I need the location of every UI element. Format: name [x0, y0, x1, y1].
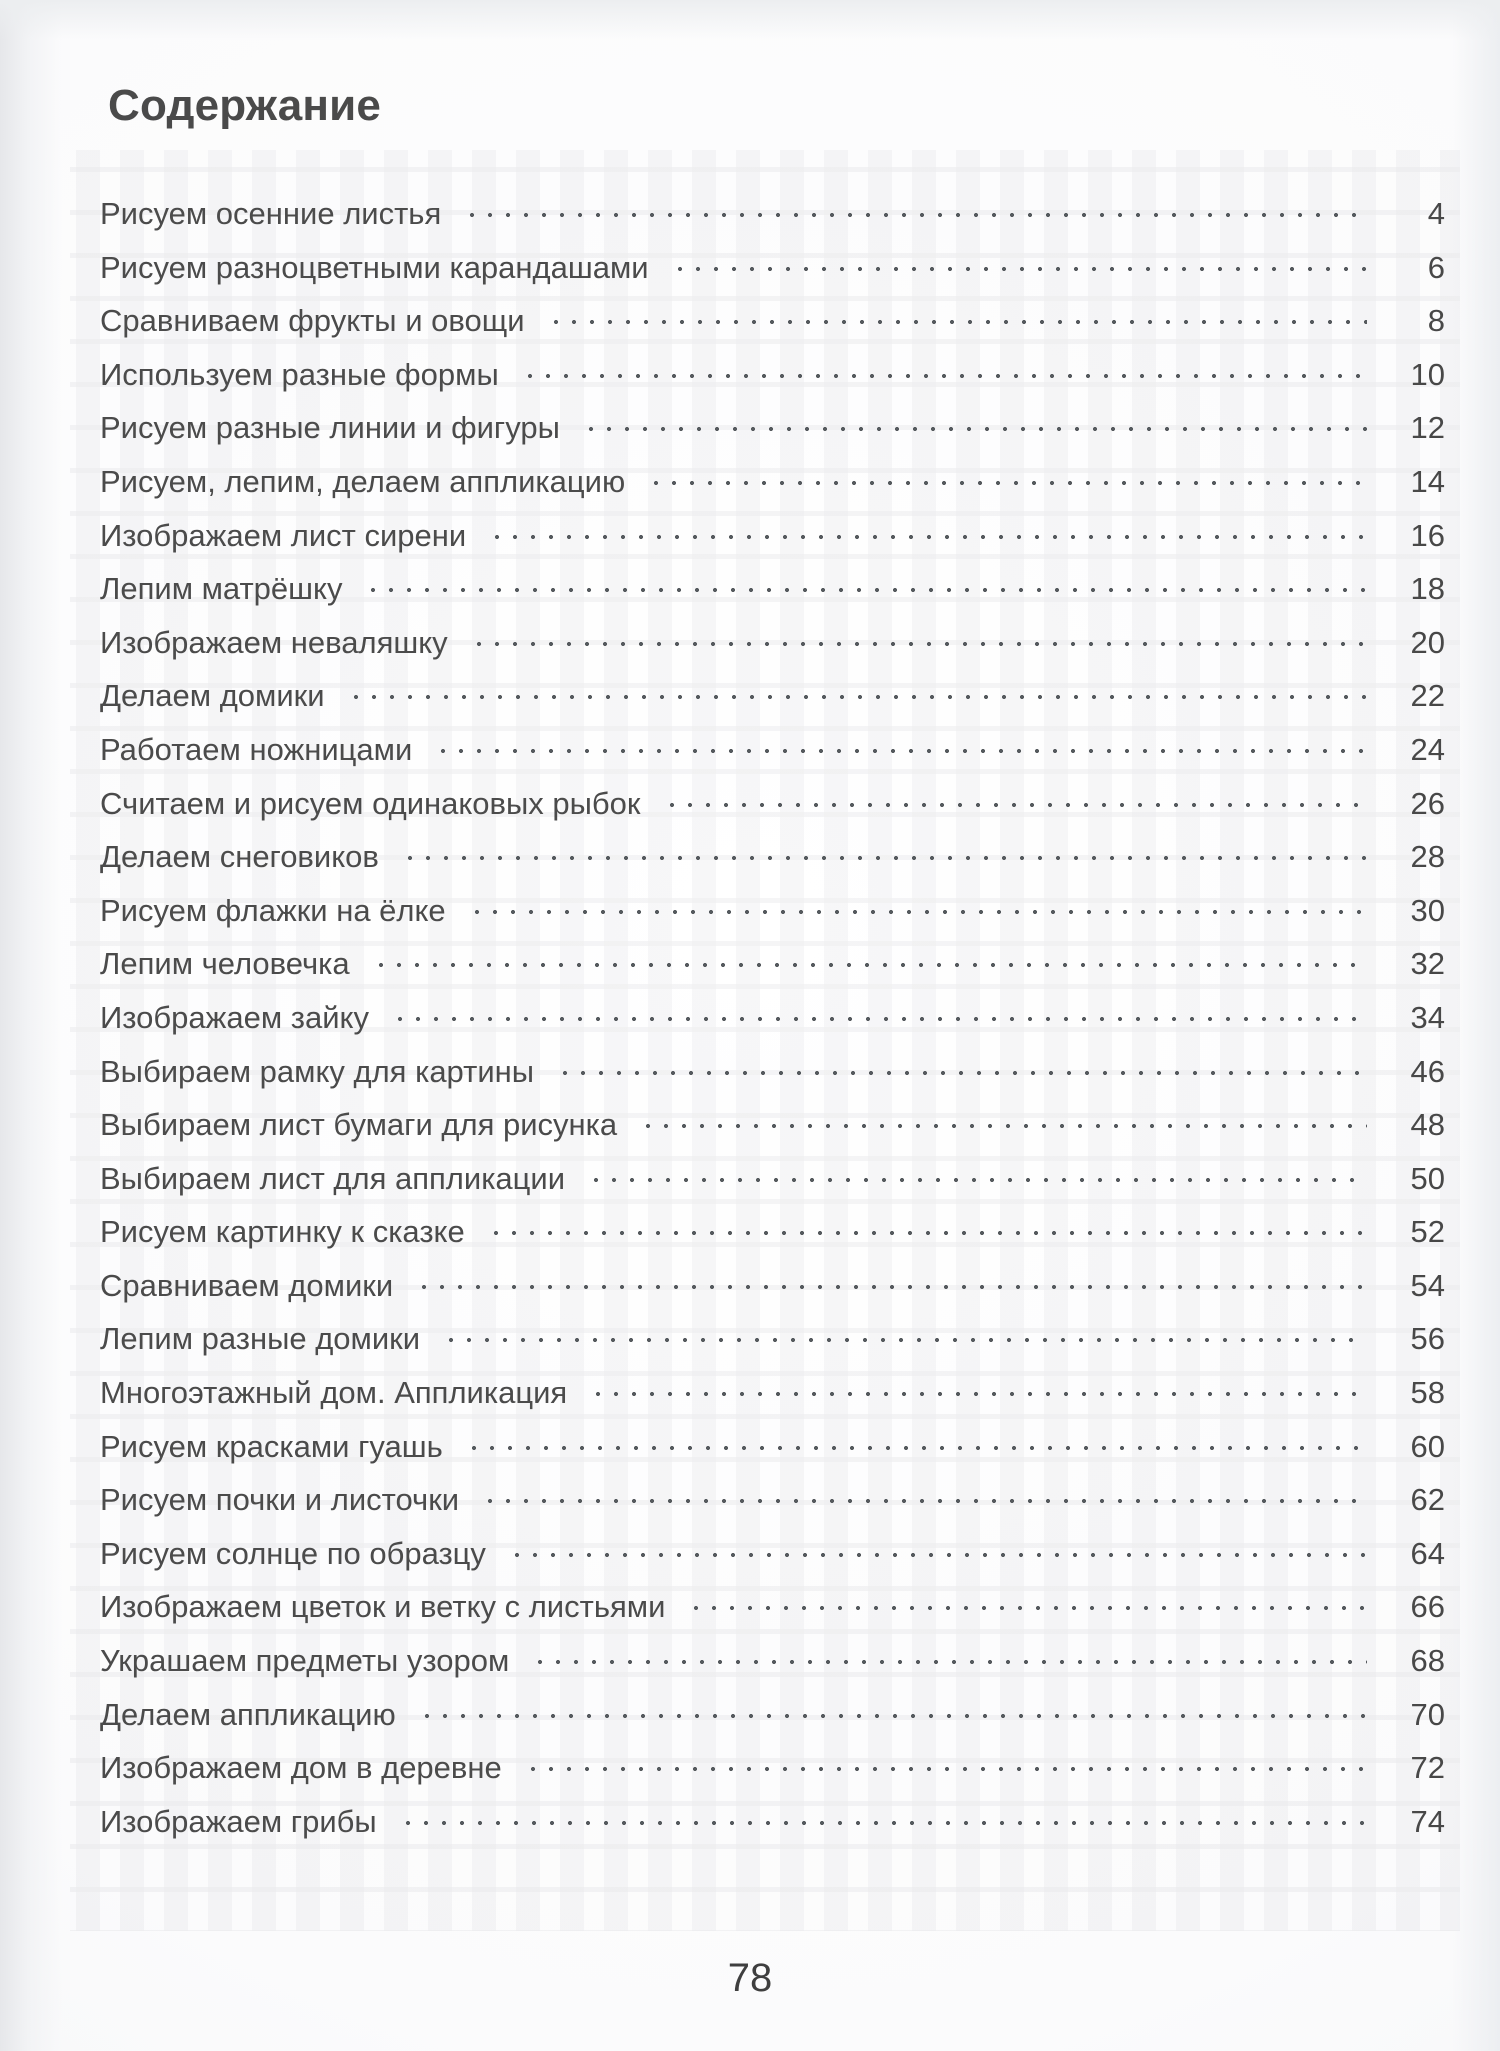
toc-leader-dots [434, 747, 1367, 755]
toc-entry[interactable] [100, 303, 1445, 357]
toc-entry-label: Делаем домики [100, 678, 325, 714]
toc-entry-label: Изображаем неваляшку [100, 624, 448, 660]
toc-entry-page-number: 56 [1410, 1321, 1445, 1357]
toc-leader-dots [401, 854, 1367, 862]
toc-entry[interactable] [100, 1429, 1445, 1483]
toc-entry-page-number: 18 [1410, 571, 1445, 607]
toc-leader-dots [468, 908, 1367, 916]
toc-entry-label: Выбираем лист бумаги для рисунка [100, 1107, 618, 1143]
toc-leader-dots [347, 693, 1367, 701]
toc-entry[interactable] [100, 464, 1445, 518]
toc-entry-page-number: 70 [1410, 1696, 1445, 1732]
toc-leader-dots [663, 801, 1368, 809]
toc-entry-page-number: 68 [1410, 1643, 1445, 1679]
toc-entry[interactable] [100, 1589, 1445, 1643]
page-folio-number: 78 [727, 1956, 773, 2000]
toc-entry-label: Выбираем рамку для картины [100, 1053, 535, 1089]
toc-entry-label: Рисуем флажки на ёлке [100, 892, 446, 928]
toc-entry[interactable] [100, 1107, 1445, 1161]
toc-entry-label: Изображаем зайку [100, 999, 369, 1035]
toc-entry-label: Рисуем солнце по образцу [100, 1535, 486, 1571]
toc-entry-page-number: 28 [1410, 839, 1445, 875]
toc-entry[interactable] [100, 839, 1445, 893]
toc-entry[interactable] [100, 678, 1445, 732]
toc-entry[interactable] [100, 893, 1445, 947]
toc-entry-label: Работаем ножницами [100, 731, 413, 767]
toc-entry-page-number: 52 [1410, 1214, 1445, 1250]
toc-entry-label: Лепим матрёшку [100, 571, 343, 607]
toc-entry-page-number: 54 [1410, 1267, 1445, 1303]
toc-leader-dots [470, 640, 1367, 648]
toc-entry-page-number: 46 [1410, 1053, 1445, 1089]
toc-leader-dots [547, 318, 1367, 326]
toc-entry-label: Считаем и рисуем одинаковых рыбок [100, 785, 641, 821]
toc-entry[interactable] [100, 1000, 1445, 1054]
toc-entry[interactable] [100, 410, 1445, 464]
toc-leader-dots [531, 1658, 1367, 1666]
toc-leader-dots [415, 1283, 1367, 1291]
toc-entry-label: Украшаем предметы узором [100, 1643, 510, 1679]
toc-entry[interactable] [100, 1750, 1445, 1804]
toc-entry[interactable] [100, 786, 1445, 840]
toc-entry[interactable] [100, 1536, 1445, 1590]
toc-entry[interactable] [100, 357, 1445, 411]
toc-entry-label: Используем разные формы [100, 356, 499, 392]
toc-entry-label: Лепим разные домики [100, 1321, 421, 1357]
toc-entry-label: Рисуем разные линии и фигуры [100, 410, 560, 446]
toc-entry-page-number: 10 [1410, 356, 1445, 392]
toc-entry-label: Выбираем лист для аппликации [100, 1160, 566, 1196]
toc-entry-page-number: 32 [1410, 946, 1445, 982]
toc-entry-page-number: 74 [1410, 1803, 1445, 1839]
toc-entry[interactable] [100, 1482, 1445, 1536]
toc-entry-label: Многоэтажный дом. Аппликация [100, 1375, 568, 1411]
toc-leader-dots [671, 265, 1367, 273]
toc-entry-label: Изображаем дом в деревне [100, 1750, 502, 1786]
toc-entry[interactable] [100, 518, 1445, 572]
toc-entry-label: Сравниваем фрукты и овощи [100, 303, 525, 339]
page-title: Содержание [108, 81, 382, 131]
toc-leader-dots [589, 1390, 1367, 1398]
toc-entry[interactable] [100, 1697, 1445, 1751]
toc-entry-page-number: 62 [1410, 1482, 1445, 1518]
toc-leader-dots [488, 533, 1367, 541]
toc-entry[interactable] [100, 1054, 1445, 1108]
toc-entry-label: Рисуем осенние листья [100, 196, 442, 231]
toc-entry-page-number: 20 [1410, 624, 1445, 660]
toc-entry-page-number: 12 [1410, 410, 1445, 446]
toc-entry-label: Рисуем разноцветными карандашами [100, 249, 649, 285]
toc-entry[interactable] [100, 1321, 1445, 1375]
toc-entry-label: Рисуем, лепим, делаем аппликацию [100, 463, 626, 499]
table-of-contents-list [100, 196, 1445, 1857]
toc-entry-page-number: 64 [1410, 1535, 1445, 1571]
toc-entry-label: Изображаем лист сирени [100, 517, 467, 553]
toc-entry-page-number: 50 [1410, 1160, 1445, 1196]
toc-entry[interactable] [100, 196, 1445, 250]
toc-leader-dots [556, 1069, 1367, 1077]
toc-entry[interactable] [100, 625, 1445, 679]
toc-entry-page-number: 34 [1410, 999, 1445, 1035]
toc-leader-dots [687, 1604, 1367, 1612]
toc-leader-dots [372, 961, 1367, 969]
toc-entry-label: Делаем аппликацию [100, 1696, 396, 1732]
toc-entry[interactable] [100, 732, 1445, 786]
toc-entry[interactable] [100, 571, 1445, 625]
toc-entry-label: Изображаем грибы [100, 1803, 377, 1839]
toc-entry-page-number: 24 [1410, 731, 1445, 767]
toc-entry-page-number: 4 [1427, 196, 1445, 231]
toc-entry-label: Лепим человечка [100, 946, 350, 982]
toc-leader-dots [582, 425, 1367, 433]
toc-entry[interactable] [100, 1268, 1445, 1322]
toc-leader-dots [465, 1444, 1367, 1452]
toc-entry[interactable] [100, 946, 1445, 1000]
toc-entry-page-number: 22 [1410, 678, 1445, 714]
toc-entry-label: Сравниваем домики [100, 1267, 394, 1303]
toc-leader-dots [418, 1712, 1367, 1720]
toc-entry-page-number: 48 [1410, 1107, 1445, 1143]
toc-entry-page-number: 66 [1410, 1589, 1445, 1625]
toc-entry-page-number: 8 [1427, 303, 1445, 339]
toc-leader-dots [639, 1122, 1367, 1130]
toc-entry-label: Делаем снеговиков [100, 839, 379, 875]
toc-leader-dots [647, 479, 1367, 487]
toc-leader-dots [364, 586, 1367, 594]
toc-leader-dots [524, 1765, 1367, 1773]
toc-entry[interactable] [100, 1214, 1445, 1268]
toc-entry-page-number: 60 [1410, 1428, 1445, 1464]
toc-entry-page-number: 72 [1410, 1750, 1445, 1786]
toc-entry[interactable] [100, 1161, 1445, 1215]
toc-leader-dots [391, 1015, 1367, 1023]
toc-leader-dots [521, 372, 1367, 380]
toc-entry-page-number: 14 [1410, 463, 1445, 499]
toc-entry-page-number: 16 [1410, 517, 1445, 553]
toc-leader-dots [463, 211, 1367, 219]
toc-entry-label: Изображаем цветок и ветку с листьями [100, 1589, 666, 1625]
toc-entry-label: Рисуем красками гуашь [100, 1428, 443, 1464]
toc-entry-page-number: 58 [1410, 1375, 1445, 1411]
toc-entry[interactable] [100, 1804, 1445, 1858]
toc-entry[interactable] [100, 250, 1445, 304]
toc-entry-page-number: 30 [1410, 892, 1445, 928]
toc-leader-dots [399, 1819, 1367, 1827]
toc-leader-dots [508, 1551, 1367, 1559]
toc-entry[interactable] [100, 1375, 1445, 1429]
toc-entry[interactable] [100, 1643, 1445, 1697]
toc-entry-page-number: 6 [1427, 249, 1445, 285]
toc-leader-dots [481, 1497, 1367, 1505]
toc-leader-dots [587, 1176, 1367, 1184]
toc-leader-dots [487, 1229, 1367, 1237]
toc-entry-page-number: 26 [1410, 785, 1445, 821]
toc-entry-label: Рисуем картинку к сказке [100, 1214, 465, 1250]
toc-entry-label: Рисуем почки и листочки [100, 1482, 460, 1518]
toc-leader-dots [442, 1336, 1367, 1344]
